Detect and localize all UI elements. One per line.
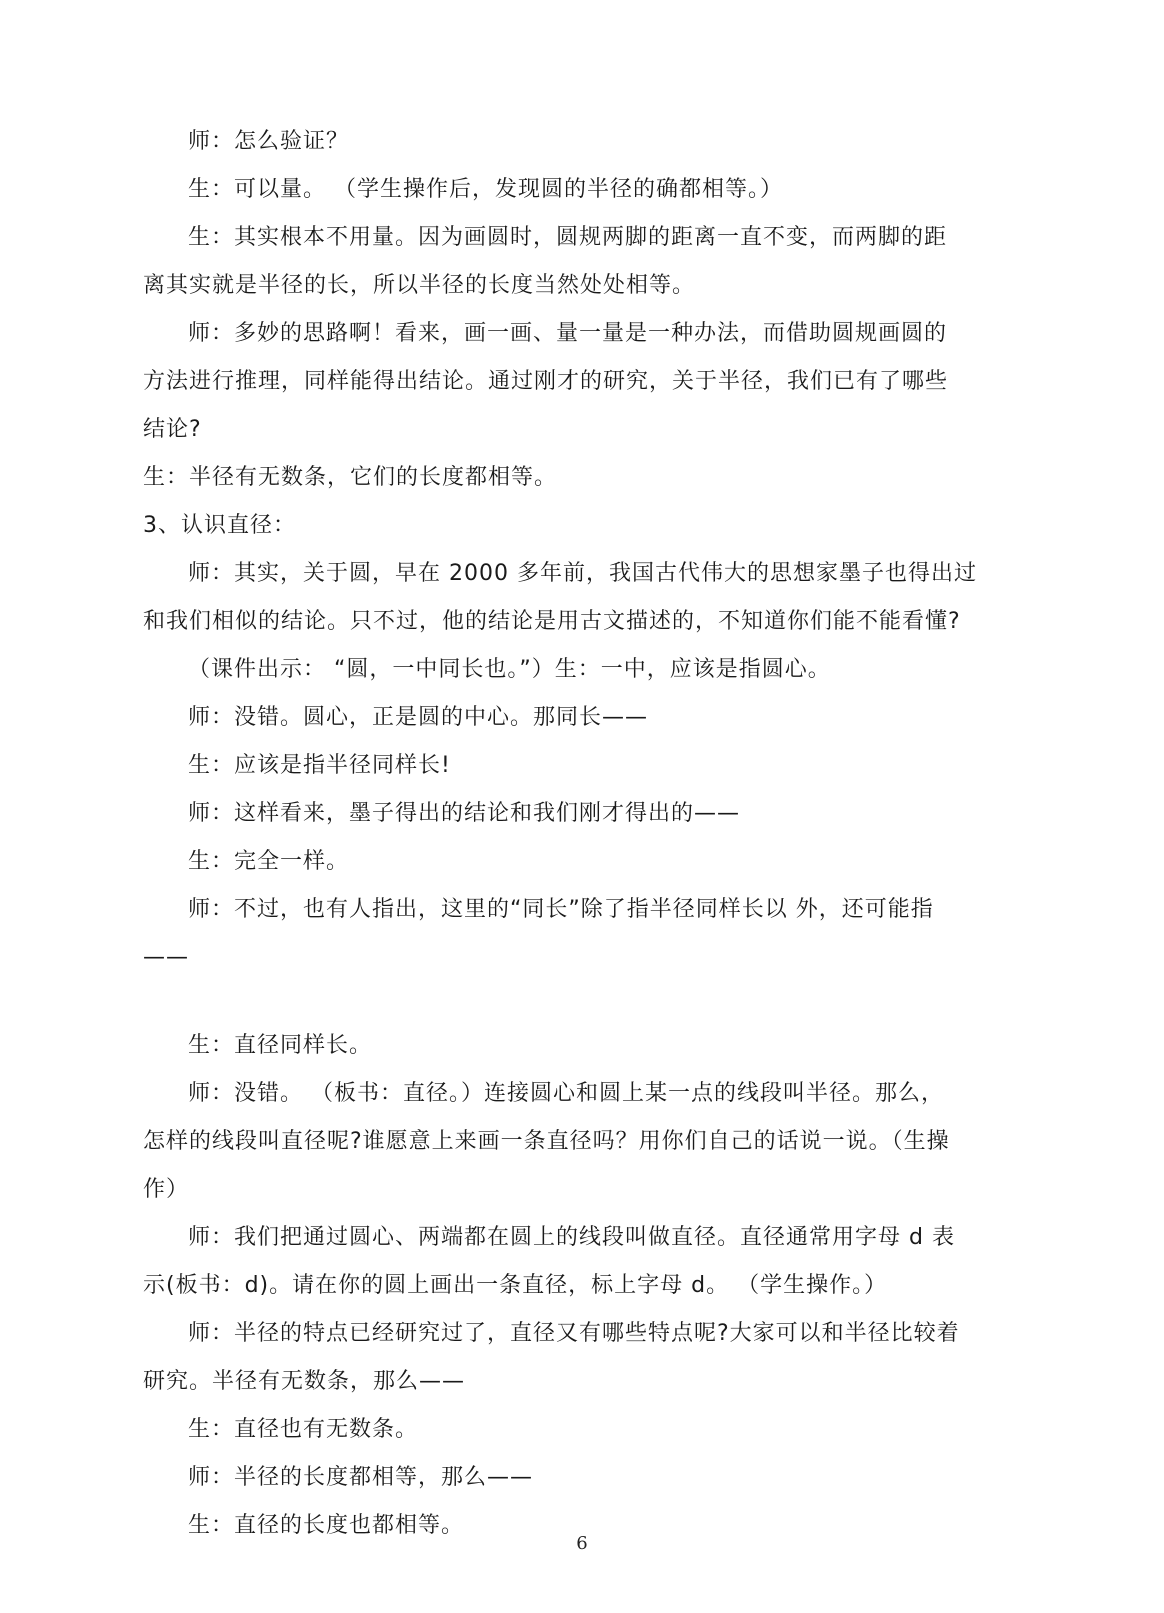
dialogue-line: 生：完全一样。 (188, 849, 350, 874)
dialogue-line: 生：直径同样长。 (188, 1033, 373, 1058)
dialogue-line: 生：半径有无数条，它们的长度都相等。 (143, 465, 558, 490)
dialogue-line-continued: —— (143, 945, 189, 970)
dialogue-line: 师：我们把通过圆心、两端都在圆上的线段叫做直径。直径通常用字母 d 表 (188, 1225, 955, 1250)
dialogue-line: 师：怎么验证？ (188, 129, 350, 154)
section-heading: 3、认识直径： (143, 513, 296, 538)
dialogue-line: 生：直径也有无数条。 (188, 1417, 419, 1442)
dialogue-line-continued: 方法进行推理，同样能得出结论。通过刚才的研究，关于半径，我们已有了哪些 (143, 369, 949, 394)
dialogue-line: 师：不过，也有人指出，这里的“同长”除了指半径同样长以 外，还可能指 (188, 897, 934, 922)
dialogue-line-continued: 和我们相似的结论。只不过，他的结论是用古文描述的，不知道你们能不能看懂? (143, 609, 961, 634)
dialogue-line: 师：多妙的思路啊！看来，画一画、量一量是一种办法，而借助圆规画圆的 (188, 321, 948, 346)
dialogue-line-continued: 研究。半径有无数条，那么—— (143, 1369, 466, 1394)
dialogue-line: 师：没错。圆心，正是圆的中心。那同长—— (188, 705, 649, 730)
page-number: 6 (576, 1533, 588, 1554)
dialogue-line: 师：这样看来，墨子得出的结论和我们刚才得出的—— (188, 801, 741, 826)
dialogue-line: 师：没错。 （板书：直径。）连接圆心和圆上某一点的线段叫半径。那么， (188, 1081, 944, 1106)
body-text (143, 118, 1013, 1550)
dialogue-line-continued: 示(板书：d)。请在你的圆上画出一条直径，标上字母 d。 （学生操作。） (143, 1273, 888, 1298)
dialogue-line-continued: 结论? (143, 417, 202, 442)
dialogue-line: （课件出示： “圆，一中同长也。”）生：一中，应该是指圆心。 (188, 657, 831, 682)
dialogue-line-continued: 离其实就是半径的长，所以半径的长度当然处处相等。 (143, 273, 696, 298)
dialogue-line-continued: 怎样的线段叫直径呢?谁愿意上来画一条直径吗？用你们自己的话说一说。（生操 (143, 1129, 950, 1154)
dialogue-line: 师：半径的特点已经研究过了，直径又有哪些特点呢?大家可以和半径比较着 (188, 1321, 960, 1346)
dialogue-line-continued: 作） (143, 1177, 190, 1202)
dialogue-line: 师：半径的长度都相等，那么—— (188, 1465, 534, 1490)
dialogue-line: 生：直径的长度也都相等。 (188, 1513, 465, 1538)
dialogue-line: 生：可以量。 （学生操作后，发现圆的半径的确都相等。） (188, 177, 783, 202)
dialogue-line: 生：其实根本不用量。因为画圆时，圆规两脚的距离一直不变，而两脚的距 (188, 225, 948, 250)
dialogue-line: 生：应该是指半径同样长! (188, 753, 451, 778)
dialogue-line: 师：其实，关于圆，早在 2000 多年前，我国古代伟大的思想家墨子也得出过 (188, 561, 977, 586)
